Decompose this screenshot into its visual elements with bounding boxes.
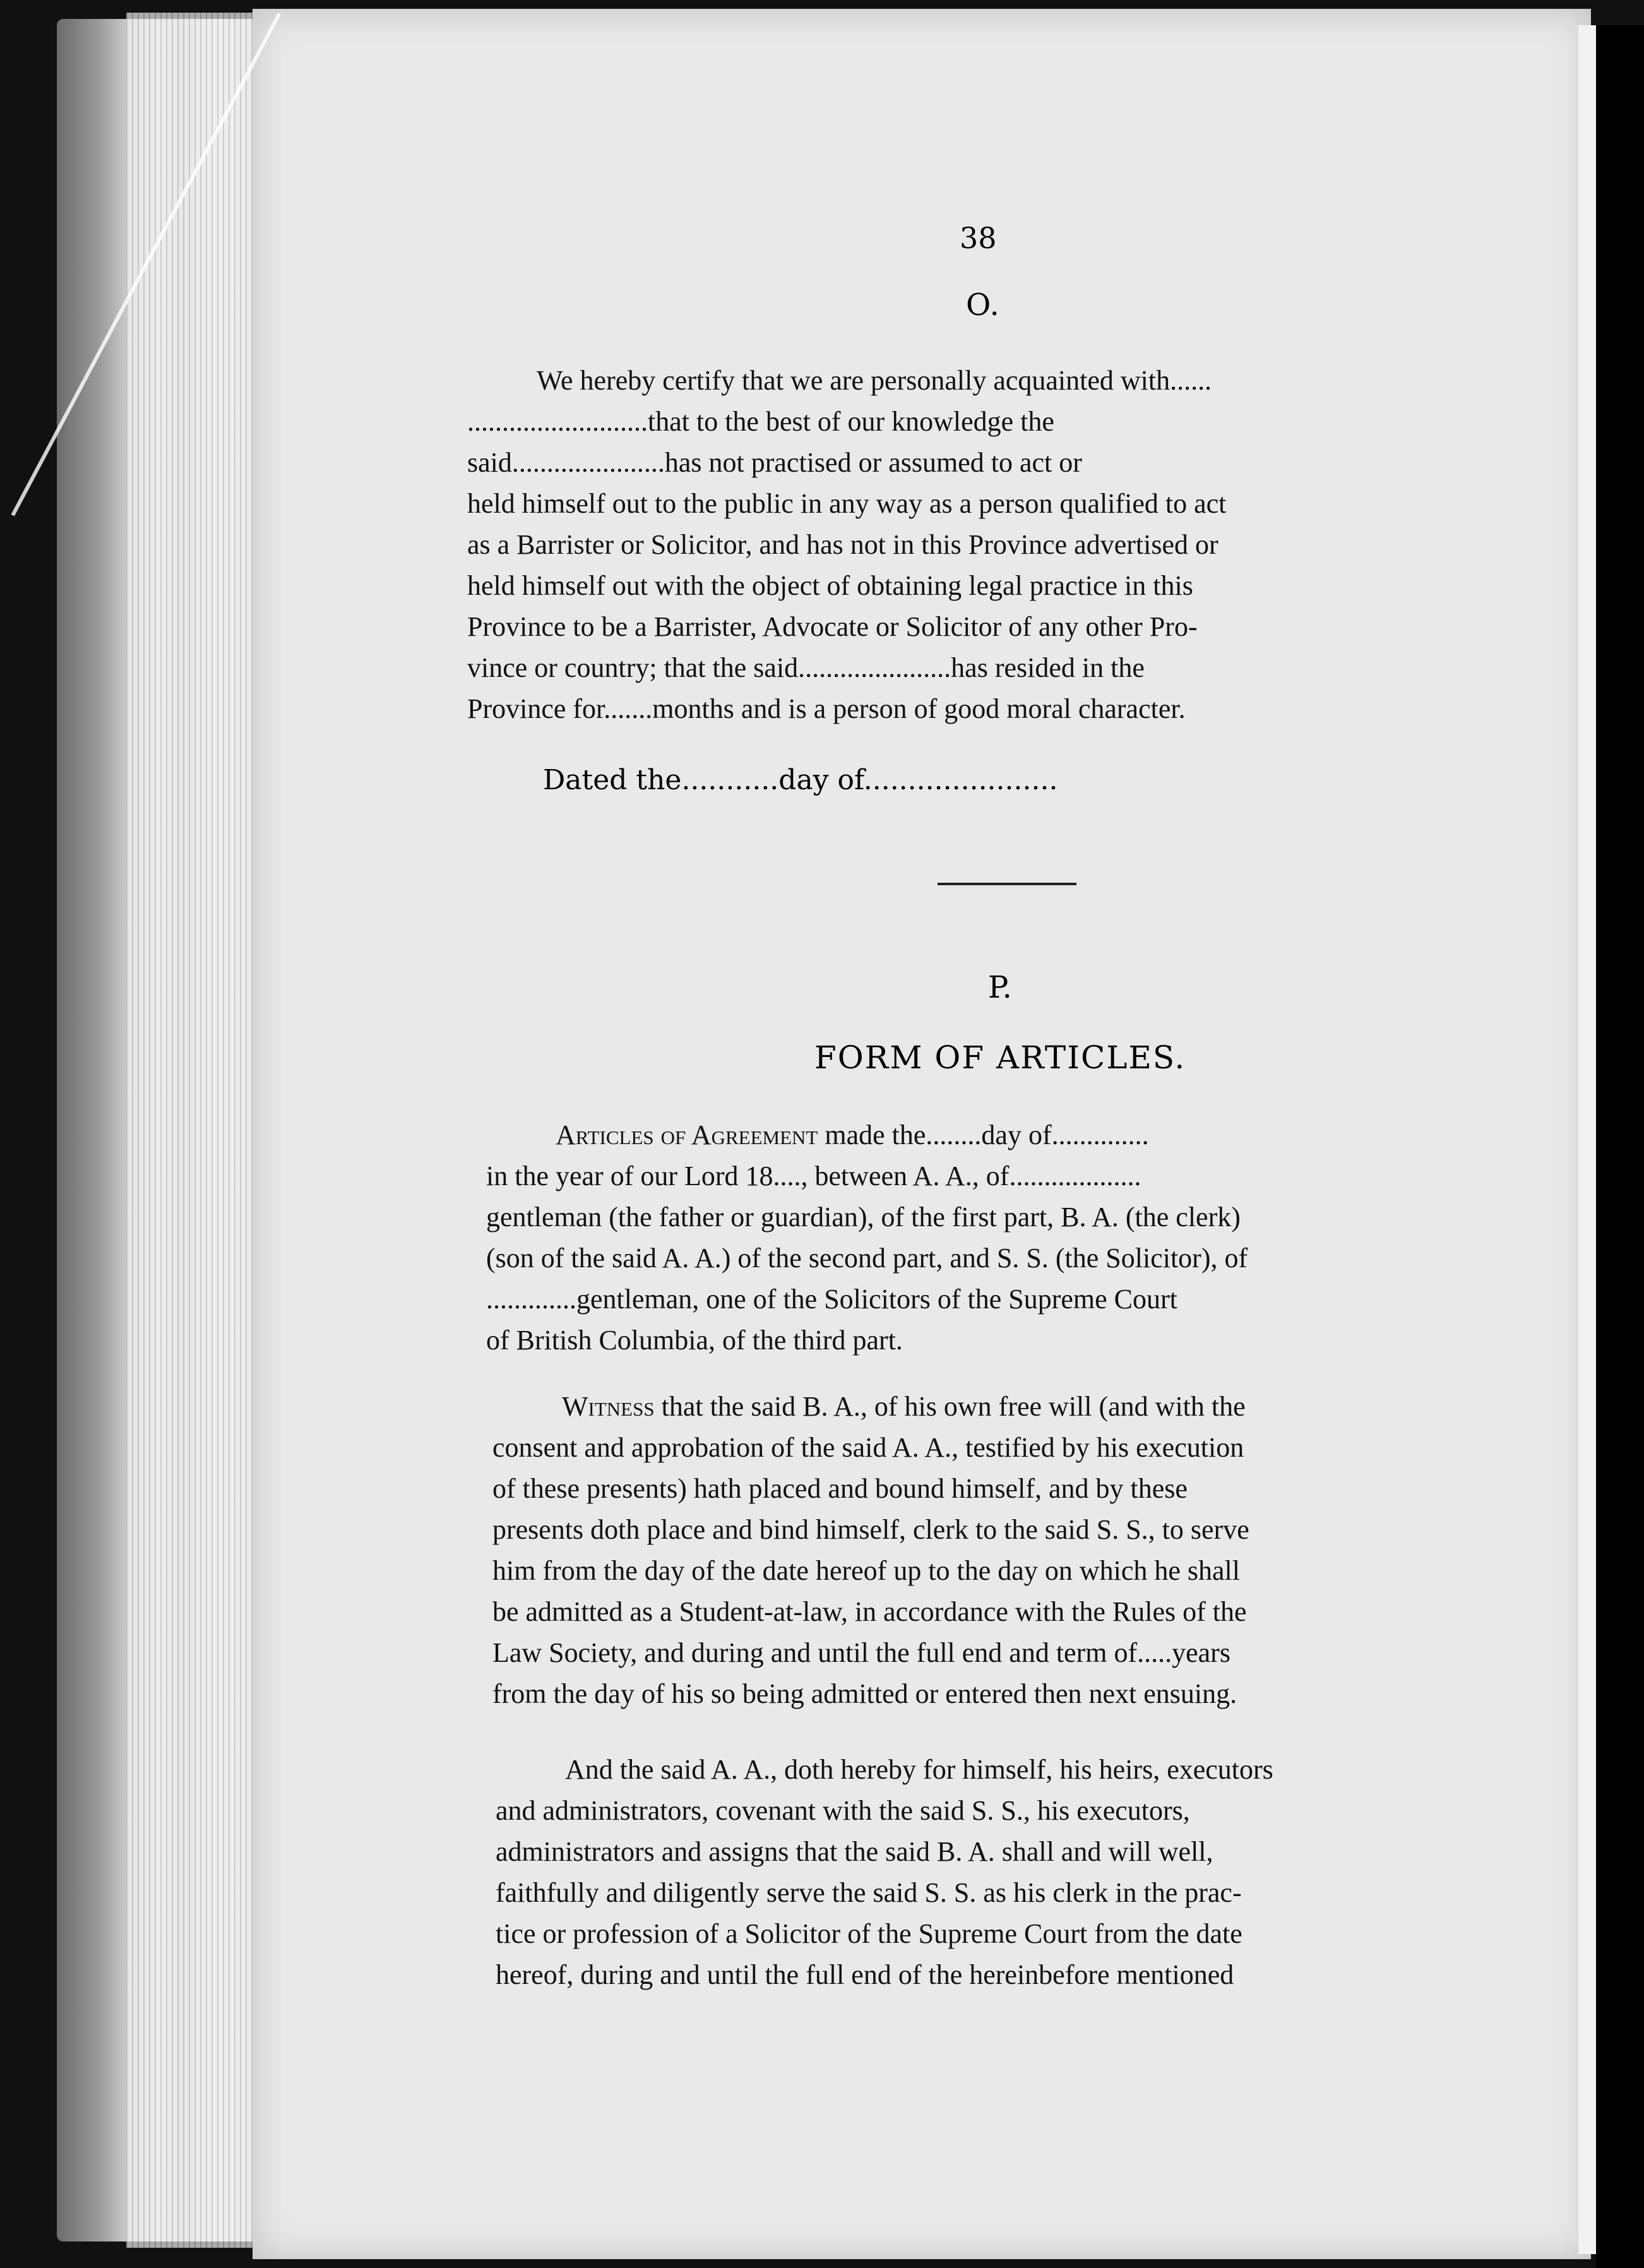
certificate-line: as a Barrister or Solicitor, and has not in this Province advertised or bbox=[467, 529, 1218, 560]
articles-paragraph-2 bbox=[492, 1386, 1553, 1714]
articles-line: consent and approbation of the said A. A., testified by his execution bbox=[492, 1432, 1244, 1463]
section-p-heading: P. bbox=[988, 970, 1012, 1005]
articles-line: tice or profession of a Solicitor of the Supreme Court from the date bbox=[496, 1918, 1242, 1949]
articles-line: Law Society, and during and until the full end and term of.....years bbox=[492, 1637, 1230, 1668]
certificate-line: vince or country; that the said......................has resided in the bbox=[467, 652, 1145, 683]
articles-paragraph-1 bbox=[486, 1114, 1553, 1361]
articles-lead: Articles of Agreement bbox=[556, 1119, 818, 1150]
scan-dark-border bbox=[1596, 25, 1644, 2268]
certificate-line: said......................has not practised or assumed to act or bbox=[467, 447, 1082, 478]
articles-line: in the year of our Lord 18...., between A. A., of................... bbox=[486, 1161, 1141, 1191]
certificate-line: held himself out to the public in any way as a person qualified to act bbox=[467, 488, 1227, 519]
articles-line: administrators and assigns that the said B. A. shall and will well, bbox=[496, 1836, 1213, 1867]
book-page-edge-lines bbox=[126, 13, 265, 2248]
articles-line: .............gentleman, one of the Solicitors of the Supreme Court bbox=[486, 1284, 1177, 1315]
articles-line bbox=[486, 1114, 1553, 1155]
articles-line-text: that the said B. A., of his own free will (and with the bbox=[654, 1391, 1246, 1422]
section-divider bbox=[938, 883, 1076, 885]
articles-line: faithfully and diligently serve the said S. S. as his clerk in the prac- bbox=[496, 1877, 1242, 1908]
articles-paragraph-3 bbox=[496, 1749, 1556, 1995]
certificate-line: held himself out with the object of obtaining legal practice in this bbox=[467, 570, 1193, 601]
articles-line: of these presents) hath placed and bound himself, and by these bbox=[492, 1473, 1188, 1504]
certificate-line: Province to be a Barrister, Advocate or Solicitor of any other Pro- bbox=[467, 611, 1198, 642]
articles-line-text: made the........day of.............. bbox=[818, 1119, 1149, 1150]
articles-line: from the day of his so being admitted or entered then next ensuing. bbox=[492, 1678, 1237, 1709]
section-o-certificate bbox=[467, 360, 1528, 729]
witness-lead: Witness bbox=[562, 1391, 655, 1422]
articles-line: presents doth place and bind himself, clerk to the said S. S., to serve bbox=[492, 1514, 1249, 1545]
page-right-margin bbox=[1578, 25, 1596, 2254]
articles-line: him from the day of the date hereof up to the day on which he shall bbox=[492, 1555, 1240, 1586]
section-o-heading: O. bbox=[966, 287, 1000, 323]
form-of-articles-title: FORM OF ARTICLES. bbox=[814, 1039, 1186, 1076]
articles-line: and administrators, covenant with the said S. S., his executors, bbox=[496, 1795, 1190, 1826]
certificate-line: We hereby certify that we are personally acquainted with...... bbox=[537, 365, 1212, 396]
articles-line bbox=[492, 1386, 1553, 1427]
articles-line: hereof, during and until the full end of the hereinbefore mentioned bbox=[496, 1959, 1234, 1990]
certificate-line: ..........................that to the best of our knowledge the bbox=[467, 406, 1054, 437]
articles-line: And the said A. A., doth hereby for himself, his heirs, executors bbox=[565, 1754, 1273, 1785]
certificate-line: Province for.......months and is a person of good moral character. bbox=[467, 693, 1186, 724]
articles-line: (son of the said A. A.) of the second part, and S. S. (the Solicitor), of bbox=[486, 1243, 1248, 1274]
dated-line: Dated the...........day of...................... bbox=[543, 764, 1058, 796]
articles-line: be admitted as a Student-at-law, in accordance with the Rules of the bbox=[492, 1596, 1247, 1627]
articles-line: of British Columbia, of the third part. bbox=[486, 1325, 903, 1356]
articles-line: gentleman (the father or guardian), of the first part, B. A. (the clerk) bbox=[486, 1202, 1241, 1232]
page-number: 38 bbox=[960, 221, 997, 255]
